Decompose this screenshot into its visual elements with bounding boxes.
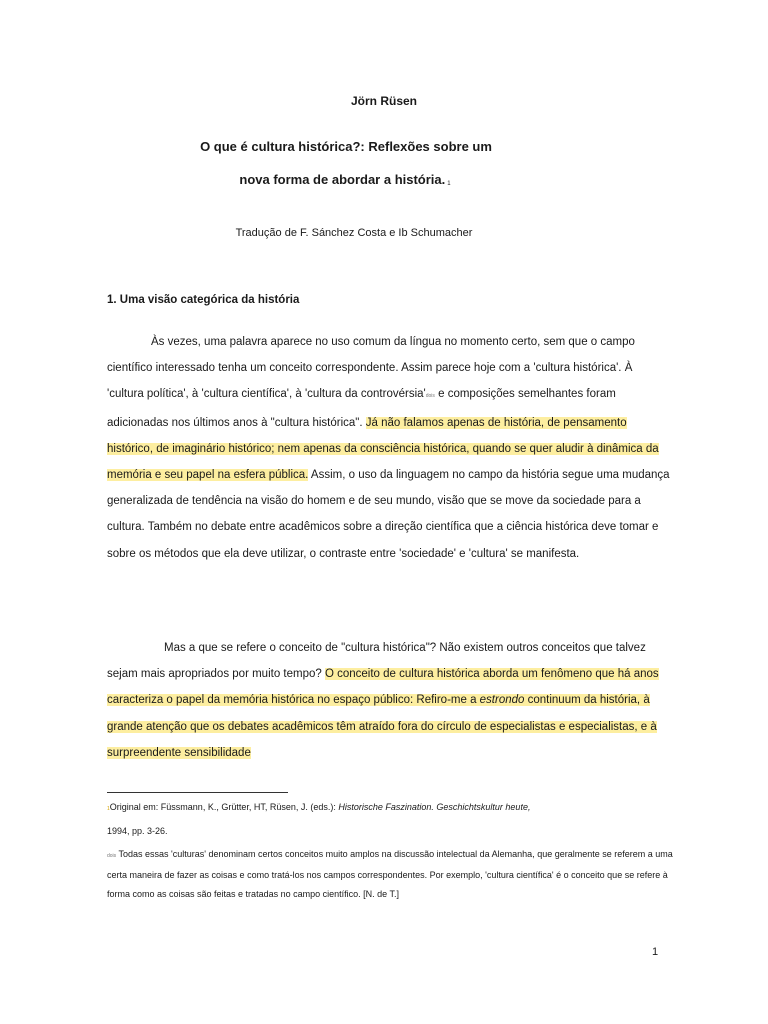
footnote-ref-dois[interactable]: dois [425,393,435,400]
footnote-2 [107,845,677,904]
title-line-2-text: nova forma de abordar a história. [239,172,446,187]
page-number: 1 [652,946,659,958]
paragraph-2 [107,635,672,766]
title-footnote-mark[interactable]: 1 [447,181,451,187]
footnote-divider [107,792,288,793]
footnote-1-text: Original em: Füssmann, K., Grütter, HT, Rüsen, J. (eds.): [109,802,339,812]
footnote-2-text: Todas essas 'culturas' denominam certos conceitos muito amplos na discussão intelectual da Alemanha, que geralmente se referem a uma certa maneira de fazer as coisas e como tratá-los nos campos correspondentes. Por exemplo, 'cultura científica' é o conceito que se refere à forma como as coisas são feitas e tratadas no campo científico. [N. de T.] [107,849,673,899]
paragraph-1-text-c: Assim, o uso da linguagem no campo da história segue uma mudança generalizada de tendência na visão do homem e de seu mundo, visão que se move da sociedade para a cultura. Também no debate entre acadêmicos sobre a direção científica que a ciência histórica deve tomar e sobre os métodos que ela deve utilizar, o contraste entre 'sociedade' e 'cultura' se manifesta. [107,469,670,560]
section-heading: 1. Uma visão categórica da história [107,294,300,306]
paragraph-1 [107,329,672,567]
footnote-1-italic: Historische Faszination. Geschichtskultur heute, [338,802,531,812]
footnote-1-mark: 1 [107,806,110,812]
paragraph-2-highlight-a: O conceito de cultura histórica aborda um fenômeno que há anos caracteriza o papel da memória histórica no espaço público: Refiro-me a [107,668,659,707]
footnote-2-mark: dois [107,853,117,859]
paragraph-1-text-b: e composições semelhantes foram adicionadas nos últimos anos à "cultura histórica". [107,388,616,429]
paragraph-2-highlight-b: continuum da história, à grande atenção que os debates acadêmicos têm atraído fora do círculo de especialistas e especialistas, e à surpreendente sensibilidade [107,694,657,759]
title-line-2 [0,172,690,187]
title-line-1: O que é cultura histórica?: Reflexões sobre um [200,139,492,154]
translator-credit: Tradução de F. Sánchez Costa e Ib Schumacher [235,227,473,239]
author-name: Jörn Rüsen [350,94,417,108]
footnote-1-continued: 1994, pp. 3-26. [107,826,168,836]
paragraph-2-text-a: Mas a que se refere o conceito de "cultura histórica"? Não existem outros conceitos que talvez sejam mais apropriados por muito tempo? [107,642,646,681]
footnote-1 [107,798,677,819]
paragraph-2-highlight-italic: estrondo [479,694,525,707]
paragraph-1-highlight: Já não falamos apenas de história, de pensamento histórico, de imaginário histórico; nem apenas da consciência histórica, quando se quer aludir à dinâmica da memória e seu papel na esfera pública. [107,416,659,482]
paragraph-1-text-a: Às vezes, uma palavra aparece no uso comum da língua no momento certo, sem que o campo científico interessado tenha um conceito correspondente. Assim parece hoje com a 'cultura histórica'. À 'cultura política', à 'cultura científica', à 'cultura da controvérsia' [107,336,635,401]
